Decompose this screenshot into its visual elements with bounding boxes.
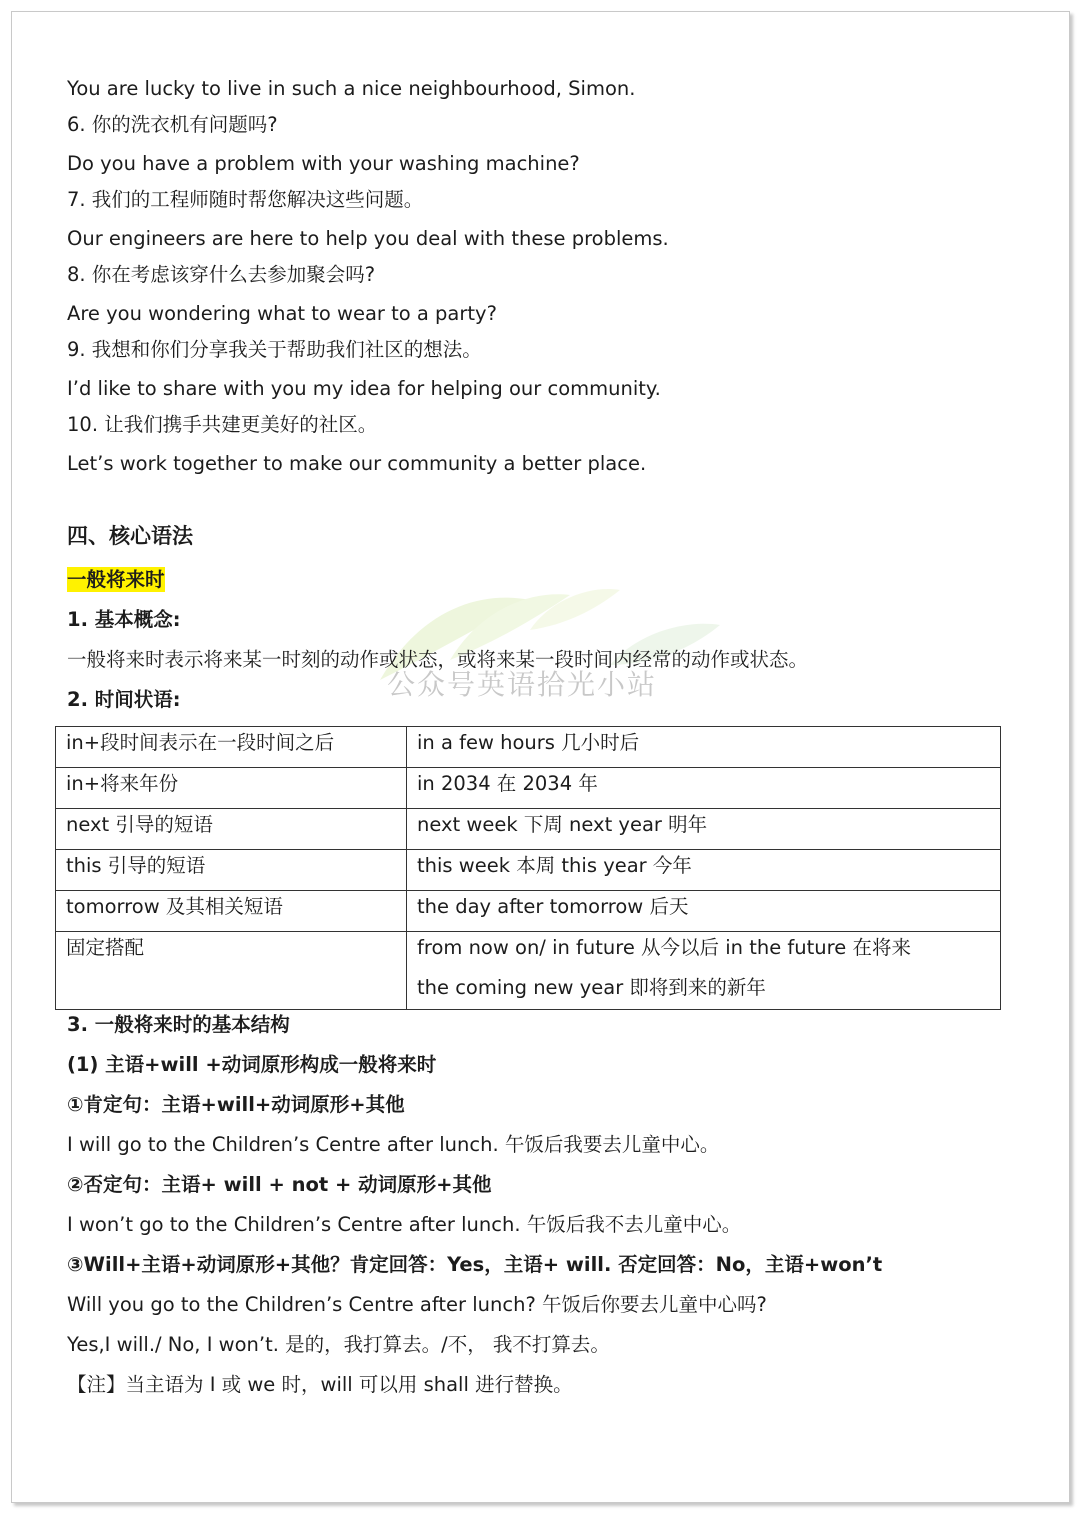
time-adverbials-table [55,726,1001,1010]
section-title: 四、核心语法 [67,524,193,548]
affirmative-rule: ①肯定句：主语+will+动词原形+其他 [67,1093,405,1116]
table-cell: in 2034 在 2034 年 [407,768,1001,809]
table-cell: in+段时间表示在一段时间之后 [56,727,407,768]
question-rule: ③Will+主语+动词原形+其他？肯定回答：Yes，主语+ will. 否定回答：No，主语+won’t [67,1253,883,1276]
sentence-zh-6: 6. 你的洗衣机有问题吗? [67,113,278,136]
table-cell: this week 本周 this year 今年 [407,850,1001,891]
sentence-zh-10: 10. 让我们携手共建更美好的社区。 [67,413,378,436]
sentence-zh-7: 7. 我们的工程师随时帮您解决这些问题。 [67,188,424,211]
adverbials-heading: 2. 时间状语: [67,688,181,711]
topic-title: 一般将来时 [67,568,165,591]
answers-example: Yes,I will./ No, I won’t. 是的，我打算去。/不， 我不打算去。 [67,1333,610,1356]
negative-example: I won’t go to the Children’s Centre after lunch. 午饭后我不去儿童中心。 [67,1213,742,1236]
concept-heading: 1. 基本概念: [67,608,181,631]
negative-rule: ②否定句：主语+ will + not + 动词原形+其他 [67,1173,492,1196]
note: 【注】当主语为 I 或 we 时，will 可以用 shall 进行替换。 [67,1373,573,1396]
table-cell: 固定搭配 [56,932,407,1010]
sentence-zh-9: 9. 我想和你们分享我关于帮助我们社区的想法。 [67,338,482,361]
table-cell: this 引导的短语 [56,850,407,891]
table-cell: next 引导的短语 [56,809,407,850]
table-cell: in a few hours 几小时后 [407,727,1001,768]
table-cell-line: the coming new year 即将到来的新年 [417,976,766,999]
sentence-en-8: Are you wondering what to wear to a party? [67,302,497,325]
affirmative-example: I will go to the Children’s Centre after lunch. 午饭后我要去儿童中心。 [67,1133,720,1156]
table-row [56,768,1001,809]
structure-heading: 3. 一般将来时的基本结构 [67,1013,290,1036]
table-cell-line: from now on/ in future 从今以后 in the future 在将来 [417,936,911,959]
sentence-en-6: Do you have a problem with your washing machine? [67,152,580,175]
structure-sub1: (1) 主语+will +动词原形构成一般将来时 [67,1053,437,1076]
table-row [56,850,1001,891]
sentence-zh-8: 8. 你在考虑该穿什么去参加聚会吗? [67,263,376,286]
question-example: Will you go to the Children’s Centre after lunch? 午饭后你要去儿童中心吗? [67,1293,767,1316]
sentence-en-9: I’d like to share with you my idea for helping our community. [67,377,661,400]
concept-body: 一般将来时表示将来某一时刻的动作或状态，或将来某一段时间内经常的动作或状态。 [67,648,809,671]
table-cell: in+将来年份 [56,768,407,809]
sentence-en-10: Let’s work together to make our community a better place. [67,452,647,475]
table-row [56,891,1001,932]
table-row [56,809,1001,850]
sentence-en-5: You are lucky to live in such a nice neighbourhood, Simon. [67,77,636,100]
table-cell [407,932,1001,1010]
table-row [56,932,1001,1010]
table-row [56,727,1001,768]
table-cell: tomorrow 及其相关短语 [56,891,407,932]
sentence-en-7: Our engineers are here to help you deal with these problems. [67,227,669,250]
table-cell: next week 下周 next year 明年 [407,809,1001,850]
watermark-text: 公众号英语拾光小站 [387,668,658,701]
table-cell: the day after tomorrow 后天 [407,891,1001,932]
